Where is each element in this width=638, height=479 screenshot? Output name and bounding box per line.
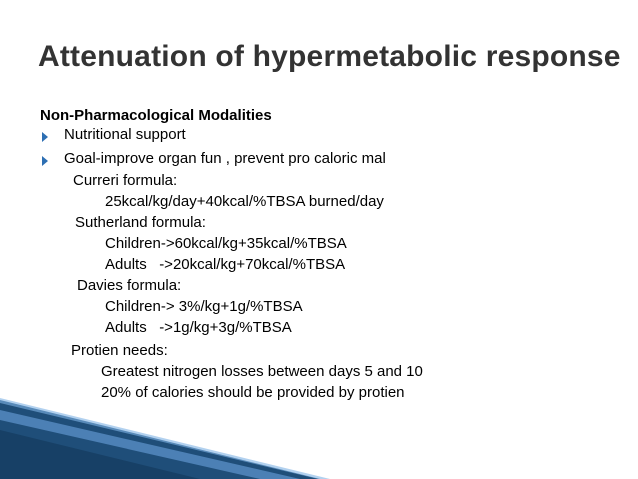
formula-text: Children->60kcal/kg+35kcal/%TBSA: [105, 235, 347, 252]
formula-text: Children-> 3%/kg+1g/%TBSA: [105, 298, 303, 315]
formula-text: 20% of calories should be provided by protien: [101, 384, 405, 401]
section-heading: Non-Pharmacological Modalities: [40, 107, 272, 124]
triangle-bullet-icon: [42, 132, 48, 142]
bullet-text: Nutritional support: [64, 126, 186, 143]
formula-text: Greatest nitrogen losses between days 5 and 10: [101, 363, 423, 380]
formula-label: Curreri formula:: [73, 172, 178, 189]
formula-text: Adults ->1g/kg+3g/%TBSA: [105, 319, 292, 336]
formula-label: Sutherland formula:: [75, 214, 206, 231]
formula-label: Davies formula:: [77, 277, 182, 294]
bullet-text: Goal-improve organ fun , prevent pro caloric mal: [64, 150, 386, 167]
formula-text: 25kcal/kg/day+40kcal/%TBSA burned/day: [105, 193, 384, 210]
triangle-bullet-icon: [42, 156, 48, 166]
formula-label: Protien needs:: [71, 342, 168, 359]
slide-title: Attenuation of hypermetabolic response: [38, 40, 621, 73]
formula-text: Adults ->20kcal/kg+70kcal/%TBSA: [105, 256, 346, 273]
